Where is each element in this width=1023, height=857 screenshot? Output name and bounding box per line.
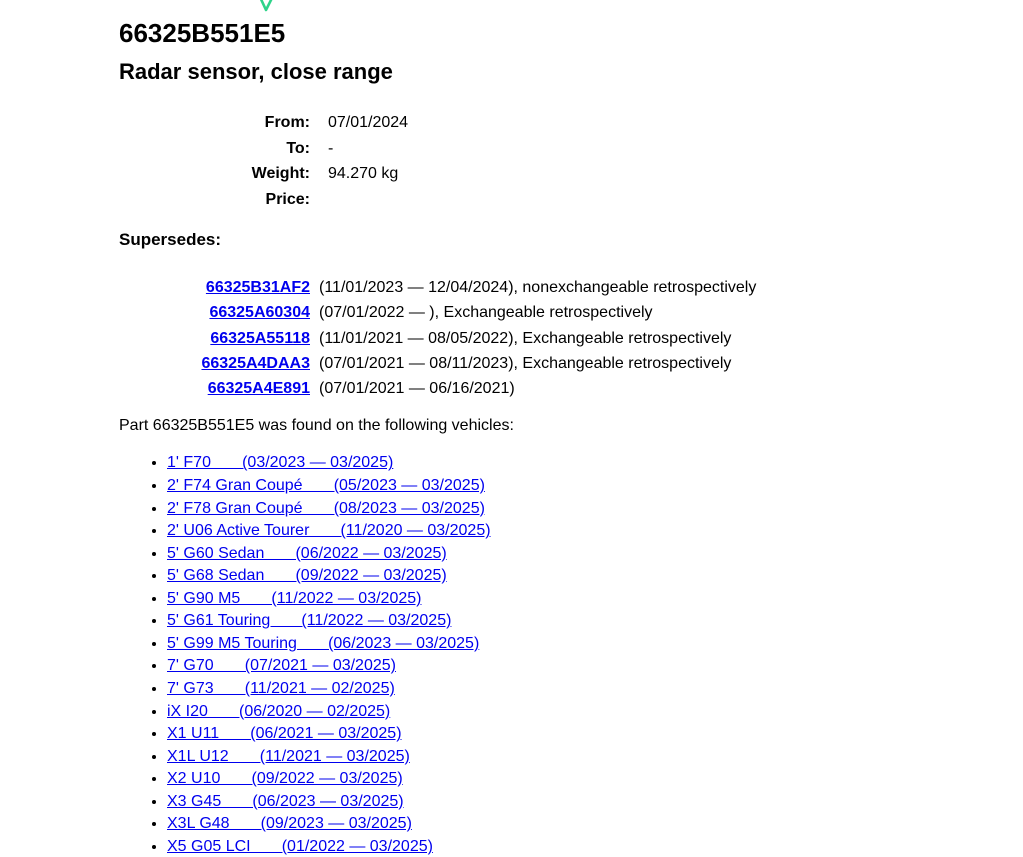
vehicle-link[interactable]: 2' F74 Gran Coupé (05/2023 — 03/2025) [167,477,485,495]
vehicle-list [119,452,909,857]
list-item [167,791,909,814]
supersedes-row [119,376,909,401]
info-label: Price: [265,190,310,208]
supersedes-details: (11/01/2023 — 12/04/2024), nonexchangeable retrospectively [319,279,757,296]
vehicle-link[interactable]: X1 U11 (06/2021 — 03/2025) [167,725,402,743]
supersedes-row [119,300,909,325]
vehicle-link[interactable]: 7' G73 (11/2021 — 02/2025) [167,679,395,697]
list-item [167,633,909,656]
supersedes-row [119,351,909,376]
info-value-weight: 94.270 kg [328,165,399,182]
page-content [119,0,909,857]
supersedes-row [119,326,909,351]
list-item [167,475,909,498]
vehicle-link[interactable]: X2 U10 (09/2022 — 03/2025) [167,770,403,788]
vehicle-link[interactable]: 2' F78 Gran Coupé (08/2023 — 03/2025) [167,499,485,517]
list-item [167,452,909,475]
list-item [167,520,909,543]
supersedes-table [119,275,909,401]
info-value-to: - [328,139,334,157]
vehicle-link[interactable]: 7' G70 (07/2021 — 03/2025) [167,657,396,675]
page-title: 66325B551E5 [119,18,286,48]
supersedes-part-link[interactable]: 66325A55118 [210,329,310,347]
vehicles-intro-text: Part 66325B551E5 was found on the following vehicles: [119,417,514,435]
list-item [167,768,909,791]
part-name-subtitle: Radar sensor, close range [119,59,393,84]
supersedes-row [119,275,909,300]
list-item [167,813,909,836]
vehicle-link[interactable]: X5 G05 LCI (01/2022 — 03/2025) [167,837,433,855]
info-row-weight [119,161,909,187]
supersedes-details: (07/01/2021 — 06/16/2021) [319,380,515,398]
info-label: From: [264,114,310,131]
info-row-price [119,187,909,213]
list-item [167,701,909,724]
part-info-table [119,110,909,212]
vehicle-link[interactable]: X3L G48 (09/2023 — 03/2025) [167,815,412,833]
vehicle-link[interactable]: 5' G99 M5 Touring (06/2023 — 03/2025) [167,634,480,652]
list-item [167,610,909,633]
supersedes-details: (11/01/2021 — 08/05/2022), Exchangeable retrospectively [319,329,732,347]
supersedes-part-link[interactable]: 66325A60304 [209,304,310,322]
list-item [167,498,909,521]
list-item [167,543,909,566]
vehicle-link[interactable]: iX I20 (06/2020 — 02/2025) [167,702,391,720]
supersedes-details: (07/01/2022 — ), Exchangeable retrospectively [319,304,653,322]
list-item [167,655,909,678]
info-value-from: 07/01/2024 [328,114,409,131]
vehicle-link[interactable]: 5' G60 Sedan (06/2022 — 03/2025) [167,544,447,562]
vehicle-link[interactable]: 5' G68 Sedan (09/2022 — 03/2025) [167,567,447,585]
vehicle-link[interactable]: 1' F70 (03/2023 — 03/2025) [167,454,394,472]
supersedes-part-link[interactable]: 66325A4DAA3 [201,354,310,372]
info-row-to [119,136,909,162]
vehicle-link[interactable]: 5' G90 M5 (11/2022 — 03/2025) [167,589,422,607]
list-item [167,565,909,588]
list-item [167,678,909,701]
supersedes-heading: Supersedes: [119,230,222,249]
info-label: To: [286,139,310,157]
vehicle-link[interactable]: 5' G61 Touring (11/2022 — 03/2025) [167,612,452,630]
vehicle-link[interactable]: X1L U12 (11/2021 — 03/2025) [167,747,410,765]
vehicle-link[interactable]: 2' U06 Active Tourer (11/2020 — 03/2025) [167,522,491,540]
list-item [167,746,909,769]
vehicle-link[interactable]: X3 G45 (06/2023 — 03/2025) [167,792,404,810]
supersedes-details: (07/01/2021 — 08/11/2023), Exchangeable retrospectively [319,354,732,372]
supersedes-part-link[interactable]: 66325B31AF2 [205,279,310,296]
supersedes-part-link[interactable]: 66325A4E891 [207,380,310,398]
list-item [167,836,909,857]
info-label: Weight: [251,165,310,182]
list-item [167,588,909,611]
list-item [167,723,909,746]
info-row-from [119,110,909,136]
